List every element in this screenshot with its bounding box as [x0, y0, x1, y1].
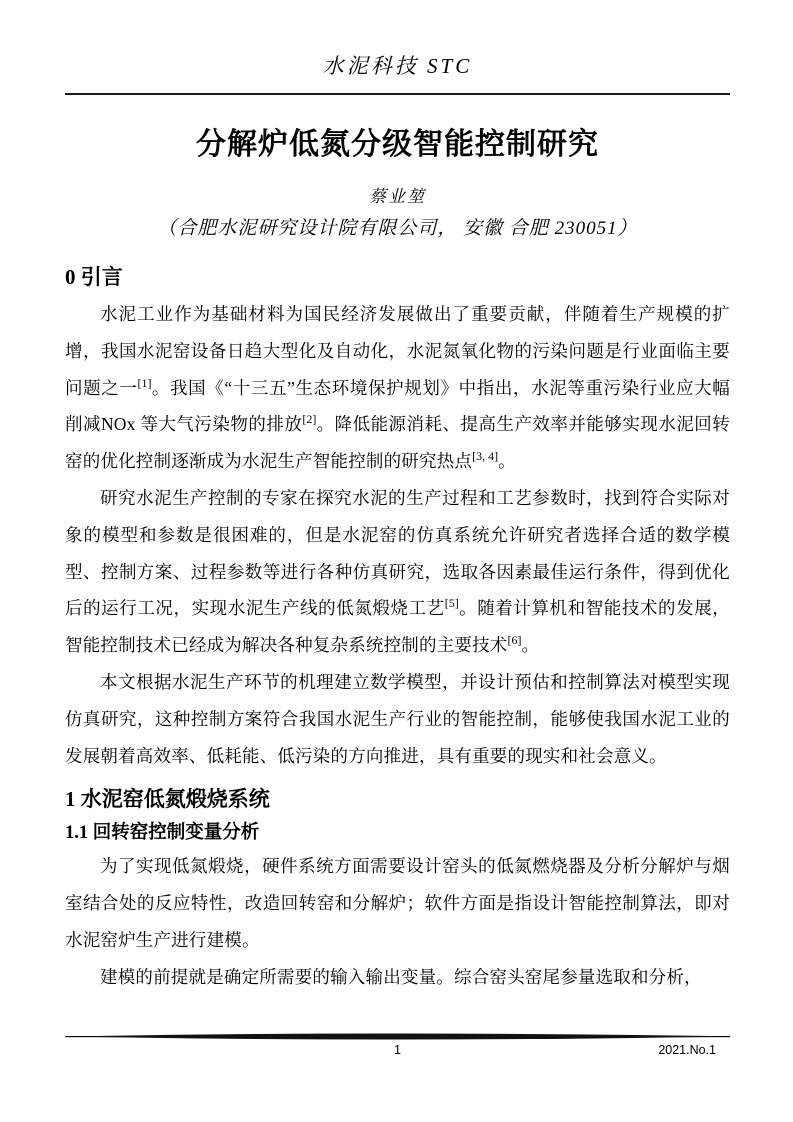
paragraph-text: 。: [521, 635, 540, 656]
paragraph-section1-1: 为了实现低氮煅烧，硬件系统方面需要设计窑头的低氮燃烧器及分析分解炉与烟室结合处的反应特性，改造回转窑和分解炉；软件方面是指设计智能控制算法，即对水泥窑炉生产进行建模。: [65, 856, 730, 950]
journal-name: 水泥科技 STC: [322, 54, 473, 78]
paper-title: 分解炉低氮分级智能控制研究: [196, 128, 599, 161]
paragraph-text: 。随着计算机和智能技术的发展，智能控制技术已经成为解决各种复杂系统控制的主要技术: [65, 598, 730, 656]
footer-divider: [65, 1032, 730, 1041]
section-heading-intro: 0 引言: [65, 265, 123, 289]
paragraph-intro-2: [65, 480, 730, 664]
author-name: 蔡业堃: [369, 187, 426, 206]
reference-superscript-1: [1]: [137, 375, 152, 390]
reference-superscript-3-4: [3, 4]: [472, 449, 499, 464]
reference-superscript-2: [2]: [302, 412, 317, 427]
section-heading-1-1: 1.1 回转窑控制变量分析: [65, 823, 260, 844]
paragraph-section1-2: 建模的前提就是确定所需要的输入输出变量。综合窑头窑尾参量选取和分析，: [100, 966, 702, 987]
page-footer: [65, 1032, 730, 1059]
author-affiliation: （合肥水泥研究设计院有限公司， 安徽 合肥 230051）: [157, 218, 638, 239]
paragraph-text: 。: [498, 451, 516, 472]
reference-superscript-5: [5]: [444, 596, 459, 611]
paragraph-text: 水泥工业作为基础材料为国民经济发展做出了重要贡献，伴随着生产规模的扩增，我国水泥窑设备日趋大型化及自动化，水泥氮氧化物的污染问题是行业面临主要问题之一: [65, 304, 730, 398]
page-number: 1: [394, 1043, 401, 1057]
reference-superscript-6: [6]: [507, 633, 522, 648]
header-rule: [65, 93, 730, 95]
paragraph-intro-1: [65, 296, 730, 480]
section-heading-1: 1 水泥窑低氮煅烧系统: [65, 787, 270, 812]
paragraph-intro-3: 本文根据水泥生产环节的机理建立数学模型，并设计预估和控制算法对模型实现仿真研究，这种控制方案符合我国水泥生产行业的智能控制，能够使我国水泥工业的发展朝着高效率、低耗能、低污染的方向推进，具有重要的现实和社会意义。: [65, 671, 730, 766]
paragraph-text: 。降低能源消耗、提高生产效率并能够实现水泥回转窑的优化控制逐渐成为水泥生产智能控制的研究热点: [65, 414, 730, 472]
paragraph-text: 。我国《“十三五”生态环境保护规划》中指出，水泥等重污染行业应大幅削减NOx 等大气污染物的排放: [65, 377, 730, 435]
issue-label: 2021.No.1: [658, 1043, 716, 1057]
paragraph-text: 研究水泥生产控制的专家在探究水泥的生产过程和工艺参数时，找到符合实际对象的模型和参数是很困难的，但是水泥窑的仿真系统允许研究者选择合适的数学模型、控制方案、过程参数等进行各种仿真研究，选取各因素最佳运行条件，得到优化后的运行工况，实现水泥生产线的低氮煅烧工艺: [65, 487, 730, 619]
